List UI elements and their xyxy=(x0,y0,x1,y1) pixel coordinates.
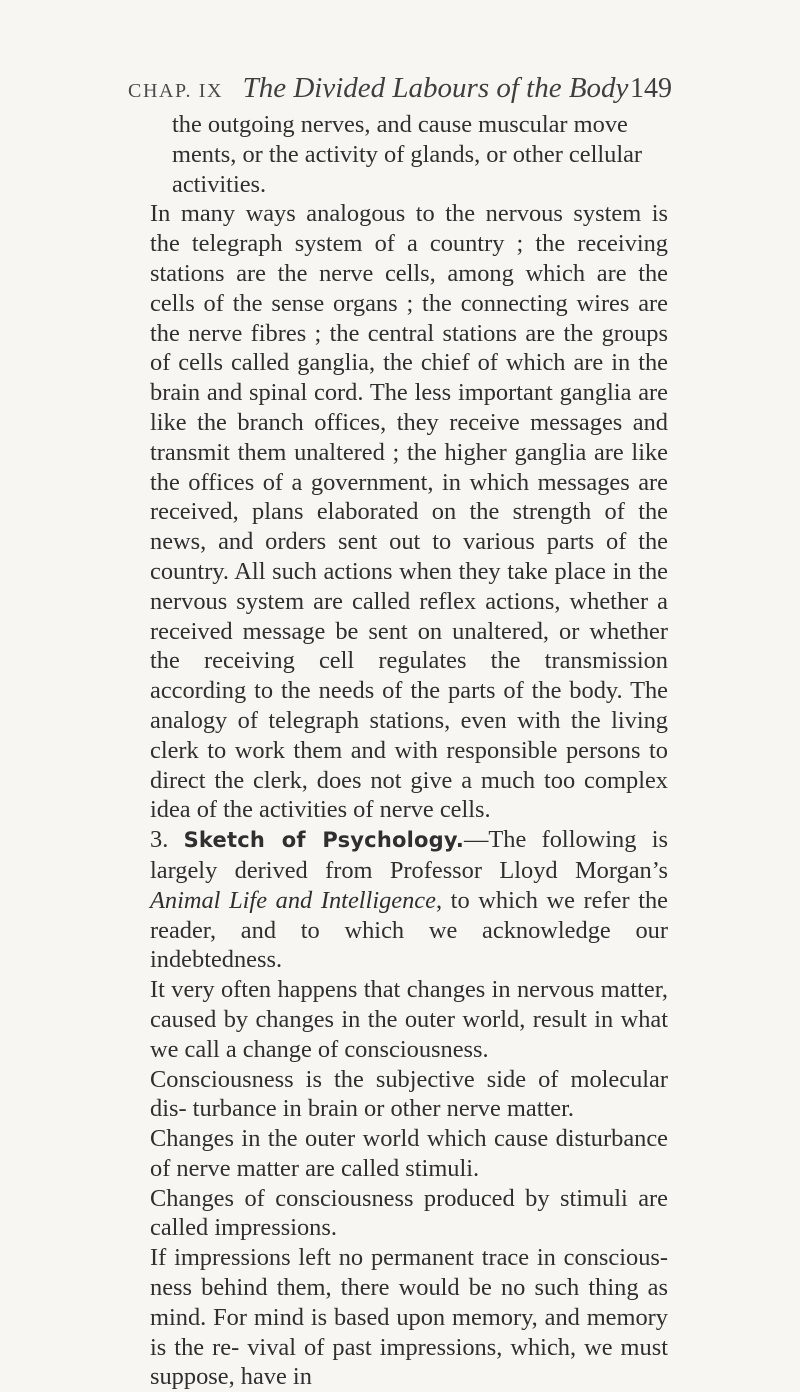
paragraph-impressions-definition: Changes of consciousness produced by stimuli are called impressions. xyxy=(150,1184,668,1242)
paragraph-change-of-consciousness: It very often happens that changes in nervous matter, caused by changes in the outer world, result in what we call a change of consciousness. xyxy=(150,976,668,1063)
paragraph-memory: If impressions left no permanent trace in conscious- ness behind them, there would be no such thing as mind. For mind is based upon memory, and memory is the re- vival of past impressions, which, we must suppose, have in xyxy=(150,1244,668,1391)
running-head xyxy=(128,72,672,106)
paragraph-sketch-of-psychology xyxy=(150,825,668,975)
section-heading: Sketch of Psychology. xyxy=(183,828,464,853)
running-title: The Divided Labours of the Body xyxy=(242,72,629,104)
section-text-start: —The following is largely derived from Professor Lloyd Morgan’s xyxy=(150,826,668,884)
book-title: Animal Life and Intelligence xyxy=(150,886,436,914)
section-number: 3. xyxy=(150,826,169,854)
paragraph-telegraph-analogy: In many ways analogous to the nervous system is the telegraph system of a country ; the receiving stations are the nerve cells, among which are the cells of the sense organs ; the connecting wires are the nerve fibres ; the central stations are the groups of cells called ganglia, the chief of which are in the brain and spinal cord. The less important ganglia are like the branch offices, they receive messages and transmit them unaltered ; the higher ganglia are like the offices of a government, in which messages are received, plans elaborated on the strength of the news, and orders sent out to various parts of the country. All such actions when they take place in the nervous system are called reflex actions, whether a received message be sent on unaltered, or whether the receiving cell regulates the transmission according to the needs of the parts of the body. The analogy of telegraph stations, even with the living clerk to work them and with responsible persons to direct the clerk, does not give a much too complex idea of the activities of nerve cells. xyxy=(150,200,668,824)
paragraph-consciousness-definition: Consciousness is the subjective side of molecular dis- turbance in brain or other nerve matter. xyxy=(150,1065,668,1123)
body-text xyxy=(150,110,668,1392)
paragraph-stimuli-definition: Changes in the outer world which cause disturbance of nerve matter are called stimuli. xyxy=(150,1125,668,1182)
paragraph-continuation: the outgoing nerves, and cause muscular move ments, or the activity of glands, or other cellular activities. xyxy=(172,111,643,198)
page-number: 149 xyxy=(630,73,672,104)
chapter-label: CHAP. IX xyxy=(128,80,224,102)
section-text-end: , to which we refer the reader, and to which we acknowledge our indebtedness. xyxy=(150,886,668,974)
